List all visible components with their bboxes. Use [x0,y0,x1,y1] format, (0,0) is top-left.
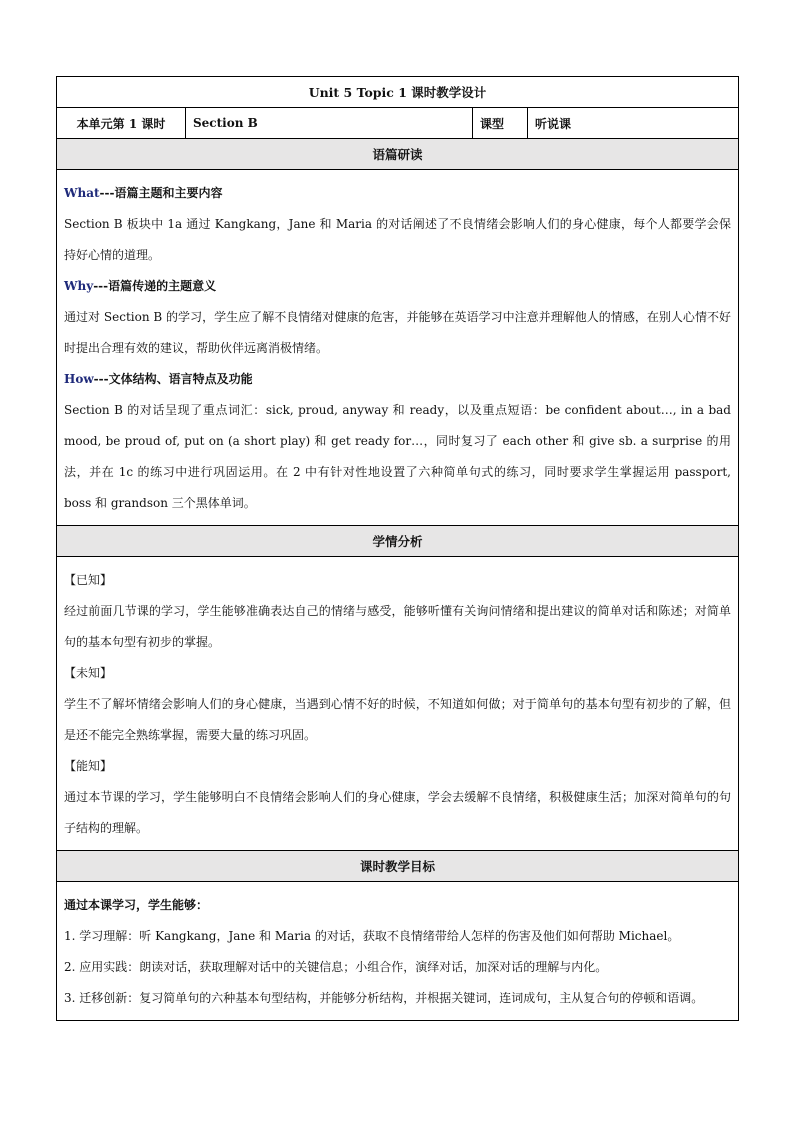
objectives-heading: 课时教学目标 [57,851,739,882]
section-name: Section B [186,108,473,139]
objective-item: 2. 应用实践：朗读对话，获取理解对话中的关键信息；小组合作，演绎对话，加深对话的理解与内化。 [64,960,608,974]
objectives-section [57,882,739,1021]
why-suffix: ---语篇传递的主题意义 [93,279,217,293]
what-suffix: ---语篇主题和主要内容 [99,186,223,200]
analysis-heading: 学情分析 [57,526,739,557]
how-heading [64,364,731,395]
how-label: How [64,372,94,386]
objective-item: 1. 学习理解：听 Kangkang，Jane 和 Maria 的对话，获取不良情绪带给人怎样的伤害及他们如何帮助 Michael。 [64,929,680,943]
known-label: 【已知】 [64,573,113,587]
objective-item: 3. 迁移创新：复习简单句的六种基本句型结构，并能够分析结构，并根据关键词，连词成句，主从复合句的停顿和语调。 [64,991,704,1005]
lesson-plan-table [56,76,739,1021]
unknown-label: 【未知】 [64,666,113,680]
reading-heading: 语篇研读 [57,139,739,170]
how-suffix: ---文体结构、语言特点及功能 [93,372,253,386]
what-text: Section B 板块中 1a 通过 Kangkang，Jane 和 Maria 的对话阐述了不良情绪会影响人们的身心健康，每个人都要学会保持好心情的道理。 [64,217,731,262]
what-heading [64,178,731,209]
able-text: 通过本节课的学习，学生能够明白不良情绪会影响人们的身心健康，学会去缓解不良情绪，积极健康生活；加深对简单句的句子结构的理解。 [64,790,731,835]
unknown-text: 学生不了解坏情绪会影响人们的身心健康，当遇到心情不好的时候，不知道如何做；对于简单句的基本句型有初步的了解，但是还不能完全熟练掌握，需要大量的练习巩固。 [64,697,731,742]
lesson-type-value: 听说课 [528,108,739,139]
analysis-section [57,557,739,851]
objectives-intro: 通过本课学习，学生能够： [64,898,209,912]
why-heading [64,271,731,302]
why-label: Why [64,279,94,293]
reading-section [57,170,739,526]
what-label: What [64,186,100,200]
document-title: Unit 5 Topic 1 课时教学设计 [57,77,739,108]
known-text: 经过前面几节课的学习，学生能够准确表达自己的情绪与感受，能够听懂有关询问情绪和提出建议的简单对话和陈述；对简单句的基本句型有初步的掌握。 [64,604,731,649]
how-text: Section B 的对话呈现了重点词汇：sick, proud, anyway 和 ready，以及重点短语：be confident about…, in a bad mood, be proud of, put on (a short play) 和 get ready for…，同时复习了 each other 和 give sb. a surprise 的用法，并在 1c 的练习中进行巩固运用。在 2 中有针对性地设置了六种简单句式的练习，同时要求学生掌握运用 passport, boss 和 grandson 三个黑体单词。 [64,403,731,510]
able-label: 【能知】 [64,759,113,773]
lesson-type-label: 课型 [473,108,528,139]
why-text: 通过对 Section B 的学习，学生应了解不良情绪对健康的危害，并能够在英语学习中注意并理解他人的情感，在别人心情不好时提出合理有效的建议，帮助伙伴远离消极情绪。 [64,310,731,355]
period-label: 本单元第 1 课时 [57,108,186,139]
